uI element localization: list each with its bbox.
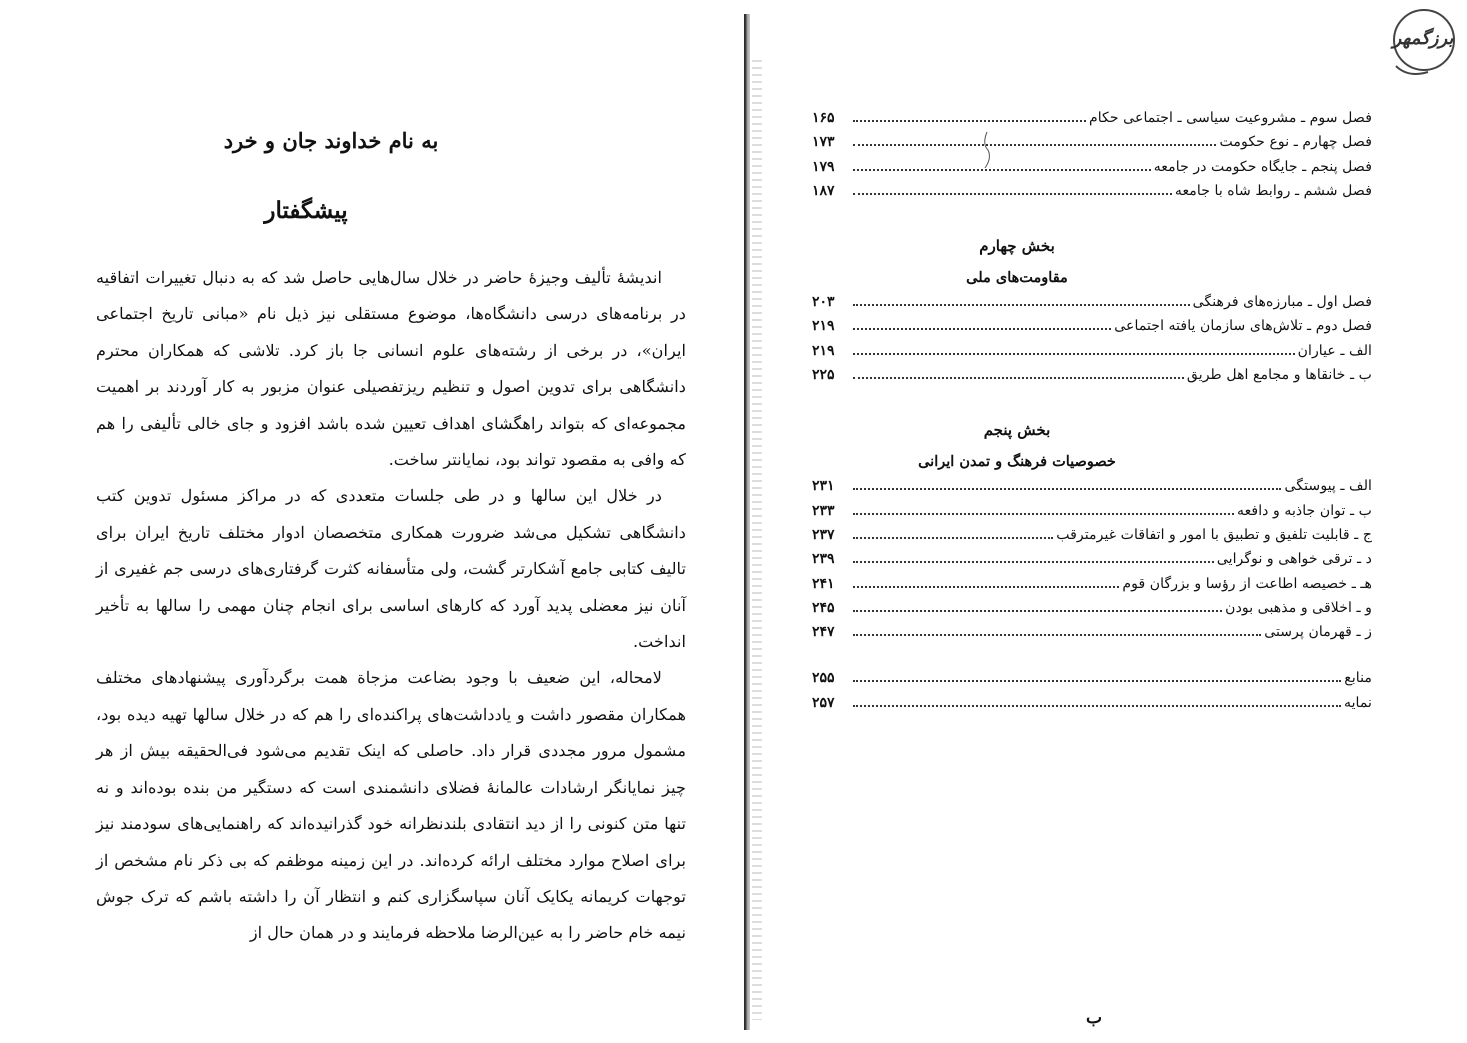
toc-item <box>812 367 1372 391</box>
toc-page-number: ۲۴۷ <box>812 624 835 641</box>
preface-body <box>96 260 686 952</box>
toc-page-number: ۲۴۱ <box>812 575 835 592</box>
toc-item <box>812 159 1372 183</box>
toc-item <box>812 134 1372 158</box>
toc-leader <box>853 143 1216 146</box>
toc-label: هـ ـ خصیصه اطاعت از رؤسا و بزرگان قوم <box>1122 575 1372 592</box>
book-spine <box>744 14 750 1030</box>
invocation-heading: به نام خداوند جان و خرد <box>223 128 439 153</box>
toc-page-number: ۲۴۵ <box>812 599 835 616</box>
toc-leader <box>853 487 1281 490</box>
part-five-heading: بخش پنجم <box>983 421 1051 440</box>
toc-label: فصل سوم ـ مشروعیت سیاسی ـ اجتماعی حکام <box>1088 110 1372 126</box>
toc-page-number: ۲۳۷ <box>812 526 835 543</box>
part-five-subheading: خصوصیات فرهنگ و تمدن ایرانی <box>918 453 1116 471</box>
part-four-heading: بخش چهارم <box>979 237 1055 256</box>
toc-top-list <box>812 110 1372 207</box>
paragraph: در خلال این سالها و در طی جلسات متعددی که در مراکز مسئول تدوین کتب دانشگاهی تشکیل می‌شد ضرورت همکاری متخصصان ادوار مختلف تاریخ ایران برای تالیف کتابی جامع آشکارتر گشت، ولی متأسفانه کثرت گرفتاری‌های درسی جم غفیری از آنان نیز معضلی پدید آورد که کارهای اساسی برای انجام چنان مهمی را سالها به تأخیر انداخت. <box>96 486 686 652</box>
toc-page-number: ۲۵۵ <box>812 670 835 687</box>
part-four-list <box>812 294 1372 391</box>
toc-leader <box>853 168 1151 171</box>
toc-page-number: ۲۵۷ <box>812 694 835 711</box>
toc-item <box>812 318 1372 342</box>
toc-label: و ـ اخلاقی و مذهبی بودن <box>1225 599 1372 616</box>
toc-label: الف ـ پیوستگی <box>1284 478 1372 495</box>
left-page <box>96 120 686 952</box>
toc-page-number: ۲۳۱ <box>812 478 835 495</box>
toc-leader <box>853 585 1119 588</box>
toc-label: ب ـ خانقاها و مجامع اهل طریق <box>1186 367 1372 384</box>
toc-item <box>812 527 1372 551</box>
toc-leader <box>853 376 1184 379</box>
toc-leader <box>853 536 1053 539</box>
toc-page-number: ۱۶۵ <box>812 110 835 126</box>
right-page <box>812 110 1372 719</box>
toc-item <box>812 670 1372 694</box>
toc-leader <box>853 327 1111 330</box>
toc-label: فصل دوم ـ تلاش‌های سازمان یافته اجتماعی <box>1114 318 1372 335</box>
toc-item <box>812 183 1372 207</box>
toc-item <box>812 695 1372 719</box>
toc-page-number: ۲۱۹ <box>812 342 835 359</box>
toc-page-number: ۱۷۹ <box>812 158 835 175</box>
toc-label: نمایه <box>1343 694 1372 711</box>
toc-item <box>812 294 1372 318</box>
paragraph: اندیشهٔ تألیف وجیزهٔ حاضر در خلال سال‌هایی حاصل شد که به دنبال تغییرات اتفاقیه در برنامه‌های درسی دانشگاه‌ها، موضوع مستقلی نیز ذیل نام «مبانی تاریخ اجتماعی ایران»، در برخی از رشته‌های علوم انسانی جا باز کرد. تلاشی که همکاران محترم دانشگاهی برای تدوین اصول و تنظیم ریزتفصیلی عنوان مزبور به کار آوردند بر اهمیت مجموعه‌ای که بتواند راهگشای اهداف تعیین شده باشد افزود و جای خالی تألیفی را هم که وافی به مقصود تواند بود، نمایانتر ساخت. <box>96 268 686 470</box>
toc-page-number: ۲۲۵ <box>812 367 835 384</box>
toc-page-number: ۲۱۹ <box>812 318 835 335</box>
toc-label: د ـ ترقی خواهی و نوگرایی <box>1216 551 1372 568</box>
toc-label: ب ـ توان جاذبه و دافعه <box>1236 502 1372 519</box>
toc-leader <box>853 303 1190 306</box>
toc-page-number: ۲۳۳ <box>812 502 835 519</box>
toc-label: فصل چهارم ـ نوع حکومت <box>1219 134 1372 151</box>
toc-label: فصل اول ـ مبارزه‌های فرهنگی <box>1192 294 1372 311</box>
toc-leader <box>853 679 1341 682</box>
toc-item <box>812 624 1372 648</box>
toc-item <box>812 551 1372 575</box>
toc-item <box>812 110 1372 134</box>
toc-label: الف ـ عیاران <box>1297 342 1372 359</box>
toc-page-number: ۱۷۳ <box>812 134 835 151</box>
spine-scan-noise <box>752 60 762 1020</box>
toc-page-number: ۲۳۹ <box>812 551 835 568</box>
toc-label: فصل ششم ـ روابط شاه با جامعه <box>1174 182 1372 199</box>
toc-item <box>812 576 1372 600</box>
toc-label: منابع <box>1344 670 1372 687</box>
toc-leader <box>853 704 1341 707</box>
part-four-subheading: مقاومت‌های ملی <box>966 269 1068 287</box>
part-five-list <box>812 478 1372 648</box>
toc-leader <box>853 512 1234 515</box>
toc-label: ز ـ قهرمان پرستی <box>1264 624 1372 641</box>
publisher-logo <box>1388 6 1458 80</box>
toc-leader <box>853 609 1222 612</box>
toc-page-number: ۱۸۷ <box>812 182 835 199</box>
page-number: ب <box>1086 1008 1103 1028</box>
toc-label: فصل پنجم ـ جایگاه حکومت در جامعه <box>1153 158 1372 175</box>
toc-leader <box>853 560 1214 563</box>
toc-leader <box>853 352 1295 355</box>
logo-lettering: برزگمهر <box>1392 28 1454 49</box>
toc-leader <box>853 119 1086 122</box>
toc-leader <box>853 633 1261 636</box>
end-matter-list <box>812 670 1372 719</box>
toc-item <box>812 503 1372 527</box>
paragraph: لامحاله، این ضعیف با وجود بضاعت مزجاة همت برگردآوری پیشنهادهای مختلف همکاران مقصور داشت و یادداشت‌های پراکنده‌ای را هم که در خلال سالها تهیه دیده بود، مشمول مرور مجددی قرار داد. حاصلی که اینک تقدیم می‌شود فی‌الحقیقه بیش از هر چیز نمایانگر ارشادات عالمانهٔ فضلای دانشمندی است که دستگیر من بنده بوده‌اند و نه تنها متن کنونی را از دید انتقادی بلندنظرانه خود گذرانیده‌اند که راهنمایی‌های سودمند نیز برای اصلاح موارد مختلف ارائه کرده‌اند. در این زمینه موظفم که بی ذکر نام مشخص از توجهات کریمانه یکایک آنان سپاسگزاری کنم و انتظار آن را داشته باشم که ترک جوش نیمه خام حاضر را به عین‌الرضا ملاحظه فرمایند و در همان حال از <box>96 668 686 943</box>
toc-label: ج ـ قابلیت تلفیق و تطبیق با امور و اتفاقات غیرمترقب <box>1056 526 1372 543</box>
toc-leader <box>853 192 1172 195</box>
toc-item <box>812 600 1372 624</box>
toc-item <box>812 478 1372 502</box>
toc-item <box>812 343 1372 367</box>
toc-page-number: ۲۰۳ <box>812 294 835 311</box>
preface-title: پیشگفتار <box>264 197 348 224</box>
